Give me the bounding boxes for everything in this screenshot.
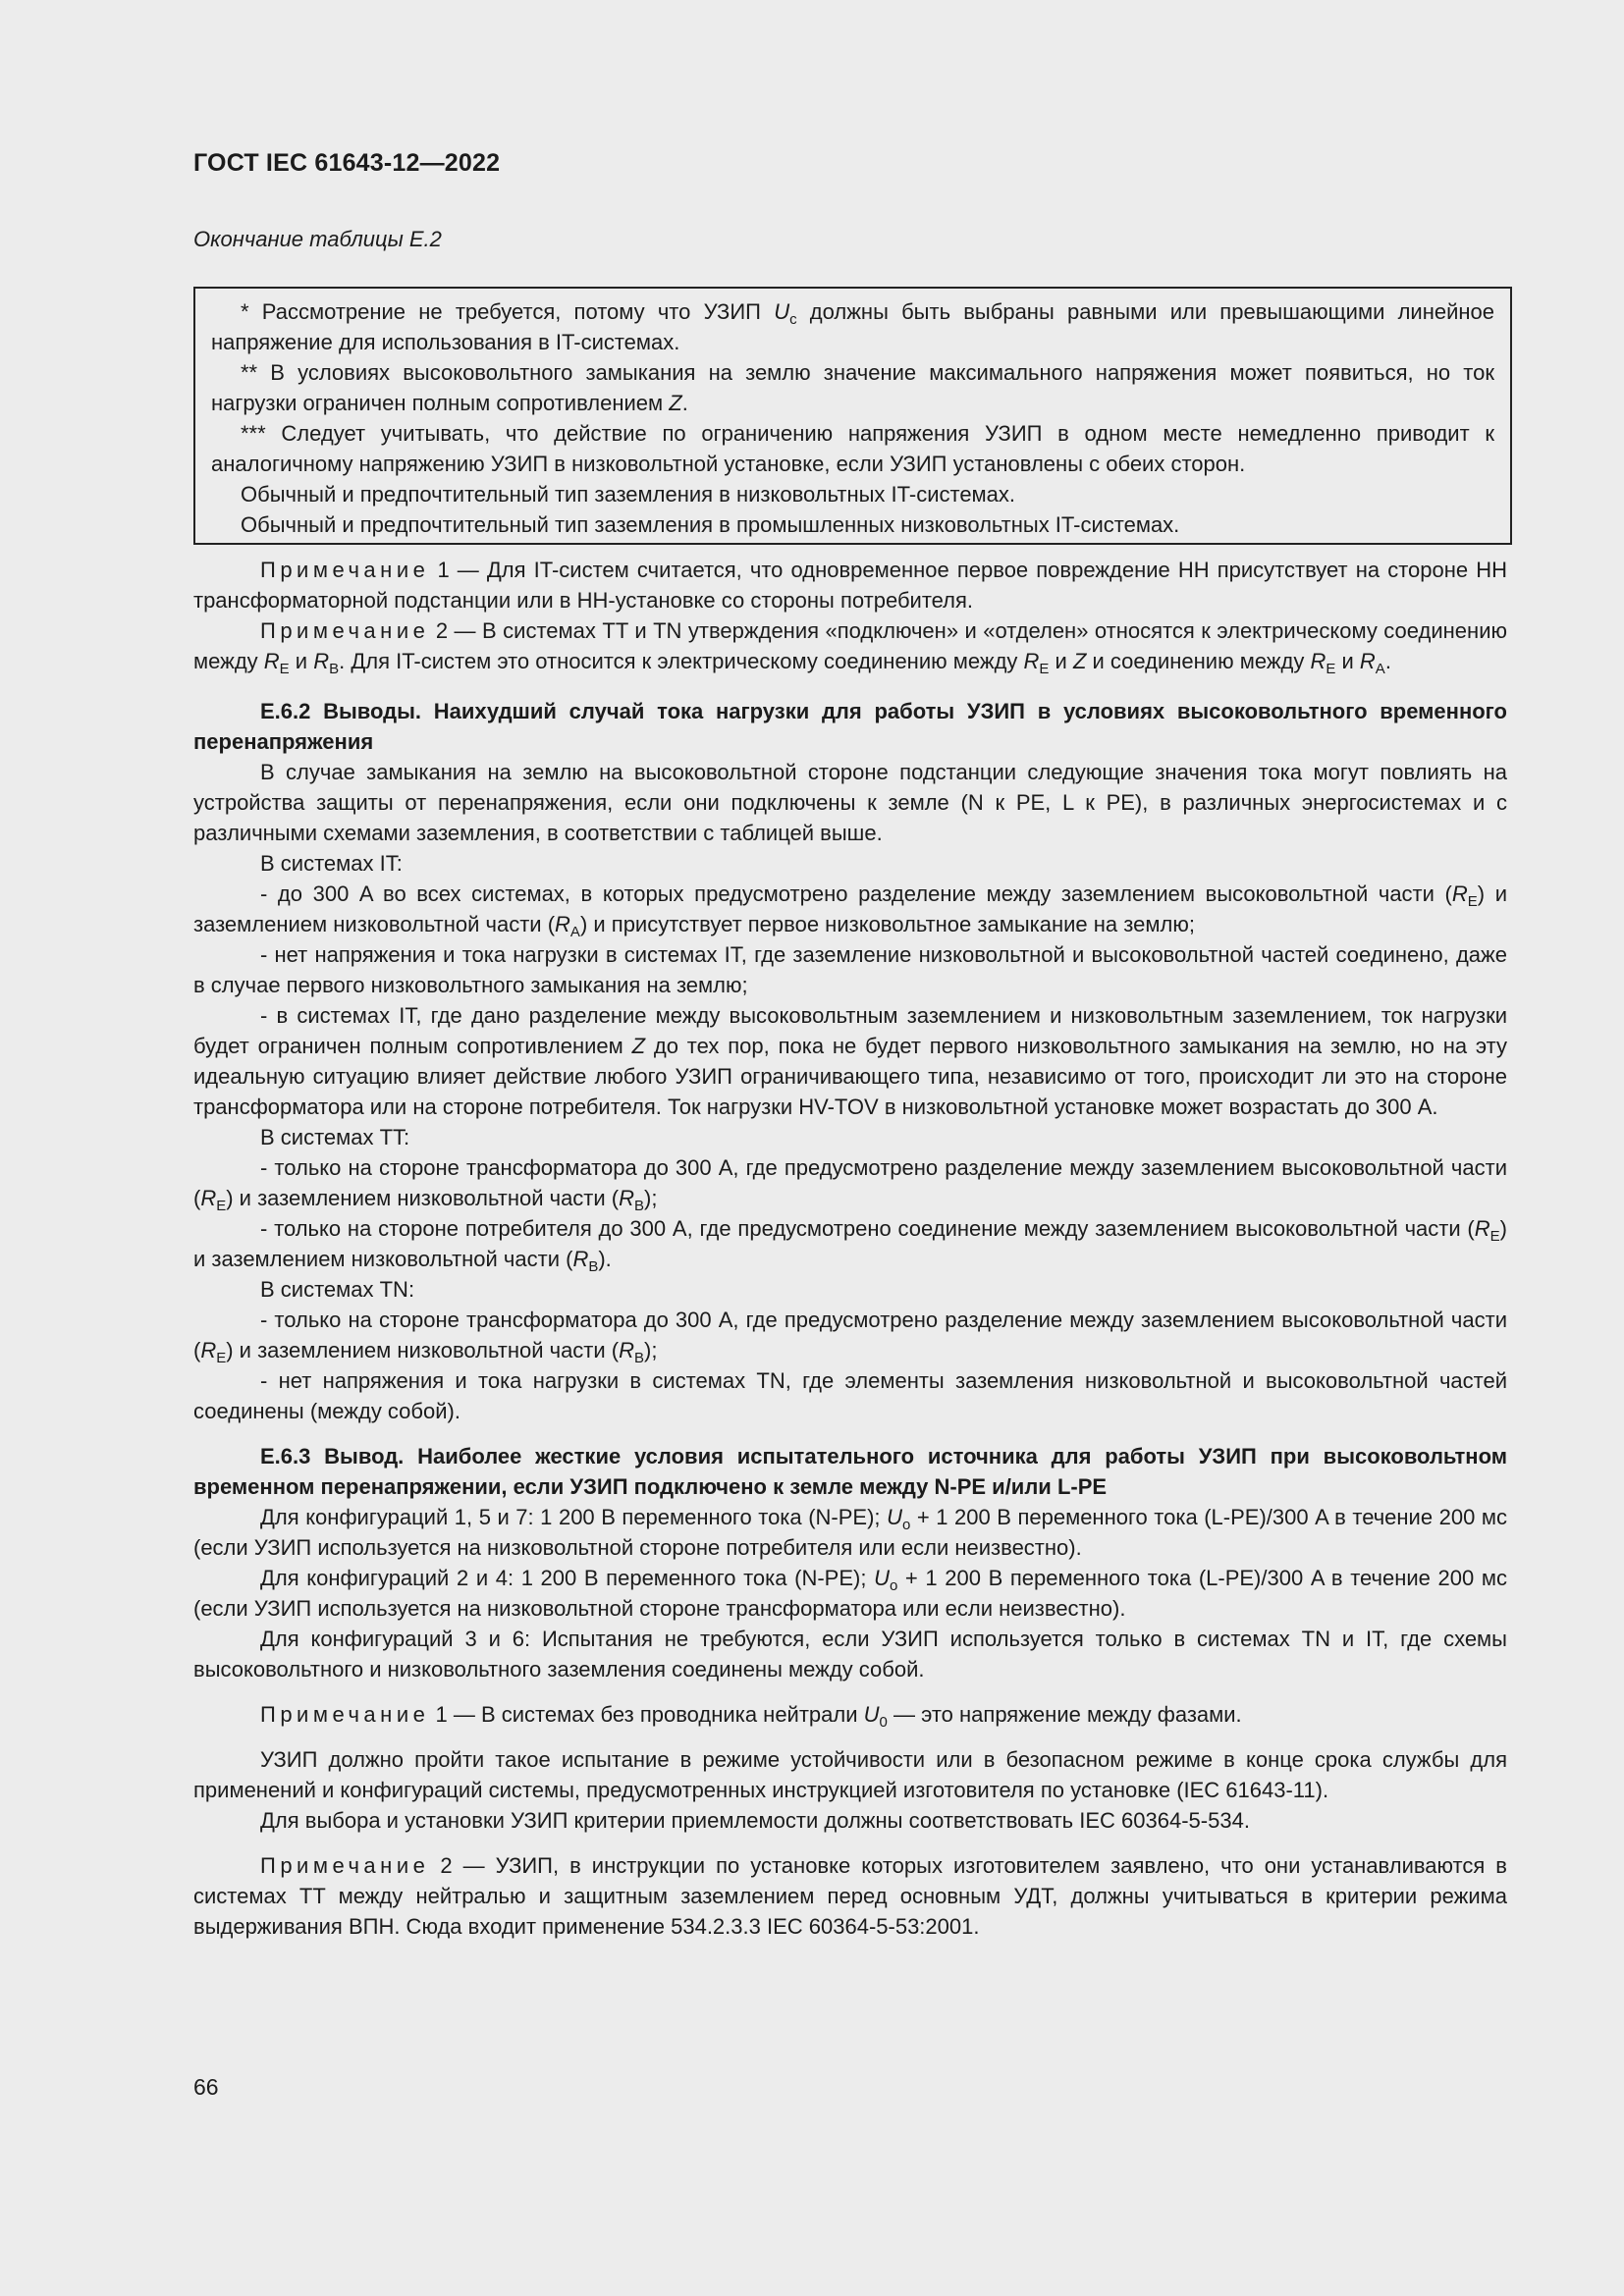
section-e62-intro: В случае замыкания на землю на высоковольтной стороне подстанции следующие значения тока могут повлиять на устройства защиты от перенапряжения, если они подключены к земле (N к PE, L к PE), в различных энергосистемах и с различными схемами заземления, в соответствии с таблицей выше. (193, 760, 1507, 845)
main-text (193, 555, 1507, 1942)
e63-note-1: Примечание 1 — В системах без проводника нейтрали $U_0$ — это напряжение между фазами. (260, 1702, 1242, 1731)
footnote-4: Обычный и предпочтительный тип заземления в низковольтных IT-системах. (241, 482, 1016, 507)
selection-criteria: Для выбора и установки УЗИП критерии приемлемости должны соответствовать IEC 60364-5-534. (260, 1808, 1250, 1833)
e63-note-2: Примечание 2 — УЗИП, в инструкции по установке которых изготовителем заявлено, что они устанавливаются в системах TT между нейтралью и защитным заземлением перед основным УДТ, должны учитываться в критерии режима выдерживания ВПН. Сюда входит применение 534.2.3.3 IEC 60364-5-53:2001. (193, 1853, 1507, 1939)
tt-item-1: - только на стороне трансформатора до 300 A, где предусмотрено разделение между заземлением высоковольтной части $(R_E)$ и заземлением низковольтной части $(R_B)$; (193, 1155, 1507, 1214)
config-2-4: Для конфигураций 2 и 4: 1 200 B переменного тока (N-PE); $U_o + 1$ 200 B переменного тока (L-PE)/300 A в течение 200 мс (если УЗИП используется на низковольтной стороне трансформатора или если неизвестно). (193, 1566, 1507, 1621)
config-3-6: Для конфигураций 3 и 6: Испытания не требуются, если УЗИП используется только в системах TN и IT, где схемы высоковольтного и низковольтного заземления соединены между собой. (193, 1627, 1507, 1682)
it-item-3: - в системах IT, где дано разделение между высоковольтным заземлением и низковольтным заземлением, ток нагрузки будет ограничен полным сопротивлением Z до тех пор, пока не будет первого низковольтного замыкания на землю, но на эту идеальную ситуацию влияет действие любого УЗИП ограничивающего типа, независимо от того, происходит ли это на стороне трансформатора или на стороне потребителя. Ток нагрузки HV-TOV в низковольтной установке может возрастать до 300 A. (193, 1003, 1507, 1119)
tn-item-1: - только на стороне трансформатора до 300 A, где предусмотрено разделение между заземлением высоковольтной части $(R_E)$ и заземлением низковольтной части $(R_B)$; (193, 1308, 1507, 1366)
footnote-5: Обычный и предпочтительный тип заземления в промышленных низковольтных IT-системах. (241, 512, 1180, 537)
section-e63-heading: E.6.3 Вывод. Наиболее жесткие условия испытательного источника для работы УЗИП при высоковольтном временном перенапряжении, если УЗИП подключено к земле между N-PE и/или L-PE (193, 1444, 1507, 1499)
footnote-3: *** Следует учитывать, что действие по ограничению напряжения УЗИП в одном месте немедленно приводит к аналогичному напряжению УЗИП в низковольтной установке, если УЗИП установлены с обеих сторон. (211, 421, 1494, 476)
tt-item-2: - только на стороне потребителя до 300 A, где предусмотрено соединение между заземлением высоковольтной части $(R_E)$ и заземлением низковольтной части $(R_B)$. (193, 1216, 1507, 1275)
tn-systems-title: В системах TN: (260, 1277, 415, 1302)
tn-item-2: - нет напряжения и тока нагрузки в системах TN, где элементы заземления низковольтной и высоковольтной частей соединены (между собой). (193, 1368, 1507, 1423)
it-systems-title: В системах IT: (260, 851, 403, 876)
config-1-5-7: Для конфигураций 1, 5 и 7: 1 200 B переменного тока (N-PE); $U_o + 1$ 200 B переменного тока (L-PE)/300 A в течение 200 мс (если УЗИП используется на низковольтной стороне потребителя или если неизвестно). (193, 1505, 1507, 1560)
note-1: Примечание 1 — Для IT-систем считается, что одновременное первое повреждение НН присутствует на стороне НН трансформаторной подстанции или в НН-установке со стороны потребителя. (193, 558, 1507, 613)
page-number: 66 (193, 2074, 219, 2100)
tt-systems-title: В системах TT: (260, 1125, 410, 1149)
footnote-2: ** В условиях высоковольтного замыкания на землю значение максимального напряжения может появиться, но ток нагрузки ограничен полным сопротивлением Z. (211, 360, 1494, 415)
table-footnotes-box (193, 287, 1512, 545)
it-item-1: - до 300 A во всех системах, в которых предусмотрено разделение между заземлением высоковольтной части $(R_E)$ и заземлением низковольтной части $(R_A)$ и присутствует первое низковольтное замыкание на землю; (193, 881, 1507, 940)
test-requirement: УЗИП должно пройти такое испытание в режиме устойчивости или в безопасном режиме в конце срока службы для применений и конфигураций системы, предусмотренных инструкцией изготовителя по установке (IEC 61643-11). (193, 1747, 1507, 1802)
table-continuation-caption: Окончание таблицы E.2 (193, 227, 442, 251)
document-header: ГОСТ IEC 61643-12—2022 (193, 149, 501, 177)
note-2: Примечание 2 — В системах TT и TN утверждения «подключен» и «отделен» относятся к электрическому соединению между $R_E$ и $R_B$. Для IT-систем это относится к электрическому соединению между $R_E$ и Z и соединению между $R_E$ и $R_A$. (193, 618, 1507, 677)
it-item-2: - нет напряжения и тока нагрузки в системах IT, где заземление низковольтной и высоковольтной частей соединено, даже в случае первого низковольтного замыкания на землю; (193, 942, 1507, 997)
section-e62-heading: E.6.2 Выводы. Наихудший случай тока нагрузки для работы УЗИП в условиях высоковольтного временного перенапряжения (193, 699, 1507, 754)
footnote-1: * Рассмотрение не требуется, потому что УЗИП $U_c$ должны быть выбраны равными или превышающими линейное напряжение для использования в IT-системах. (211, 299, 1494, 354)
